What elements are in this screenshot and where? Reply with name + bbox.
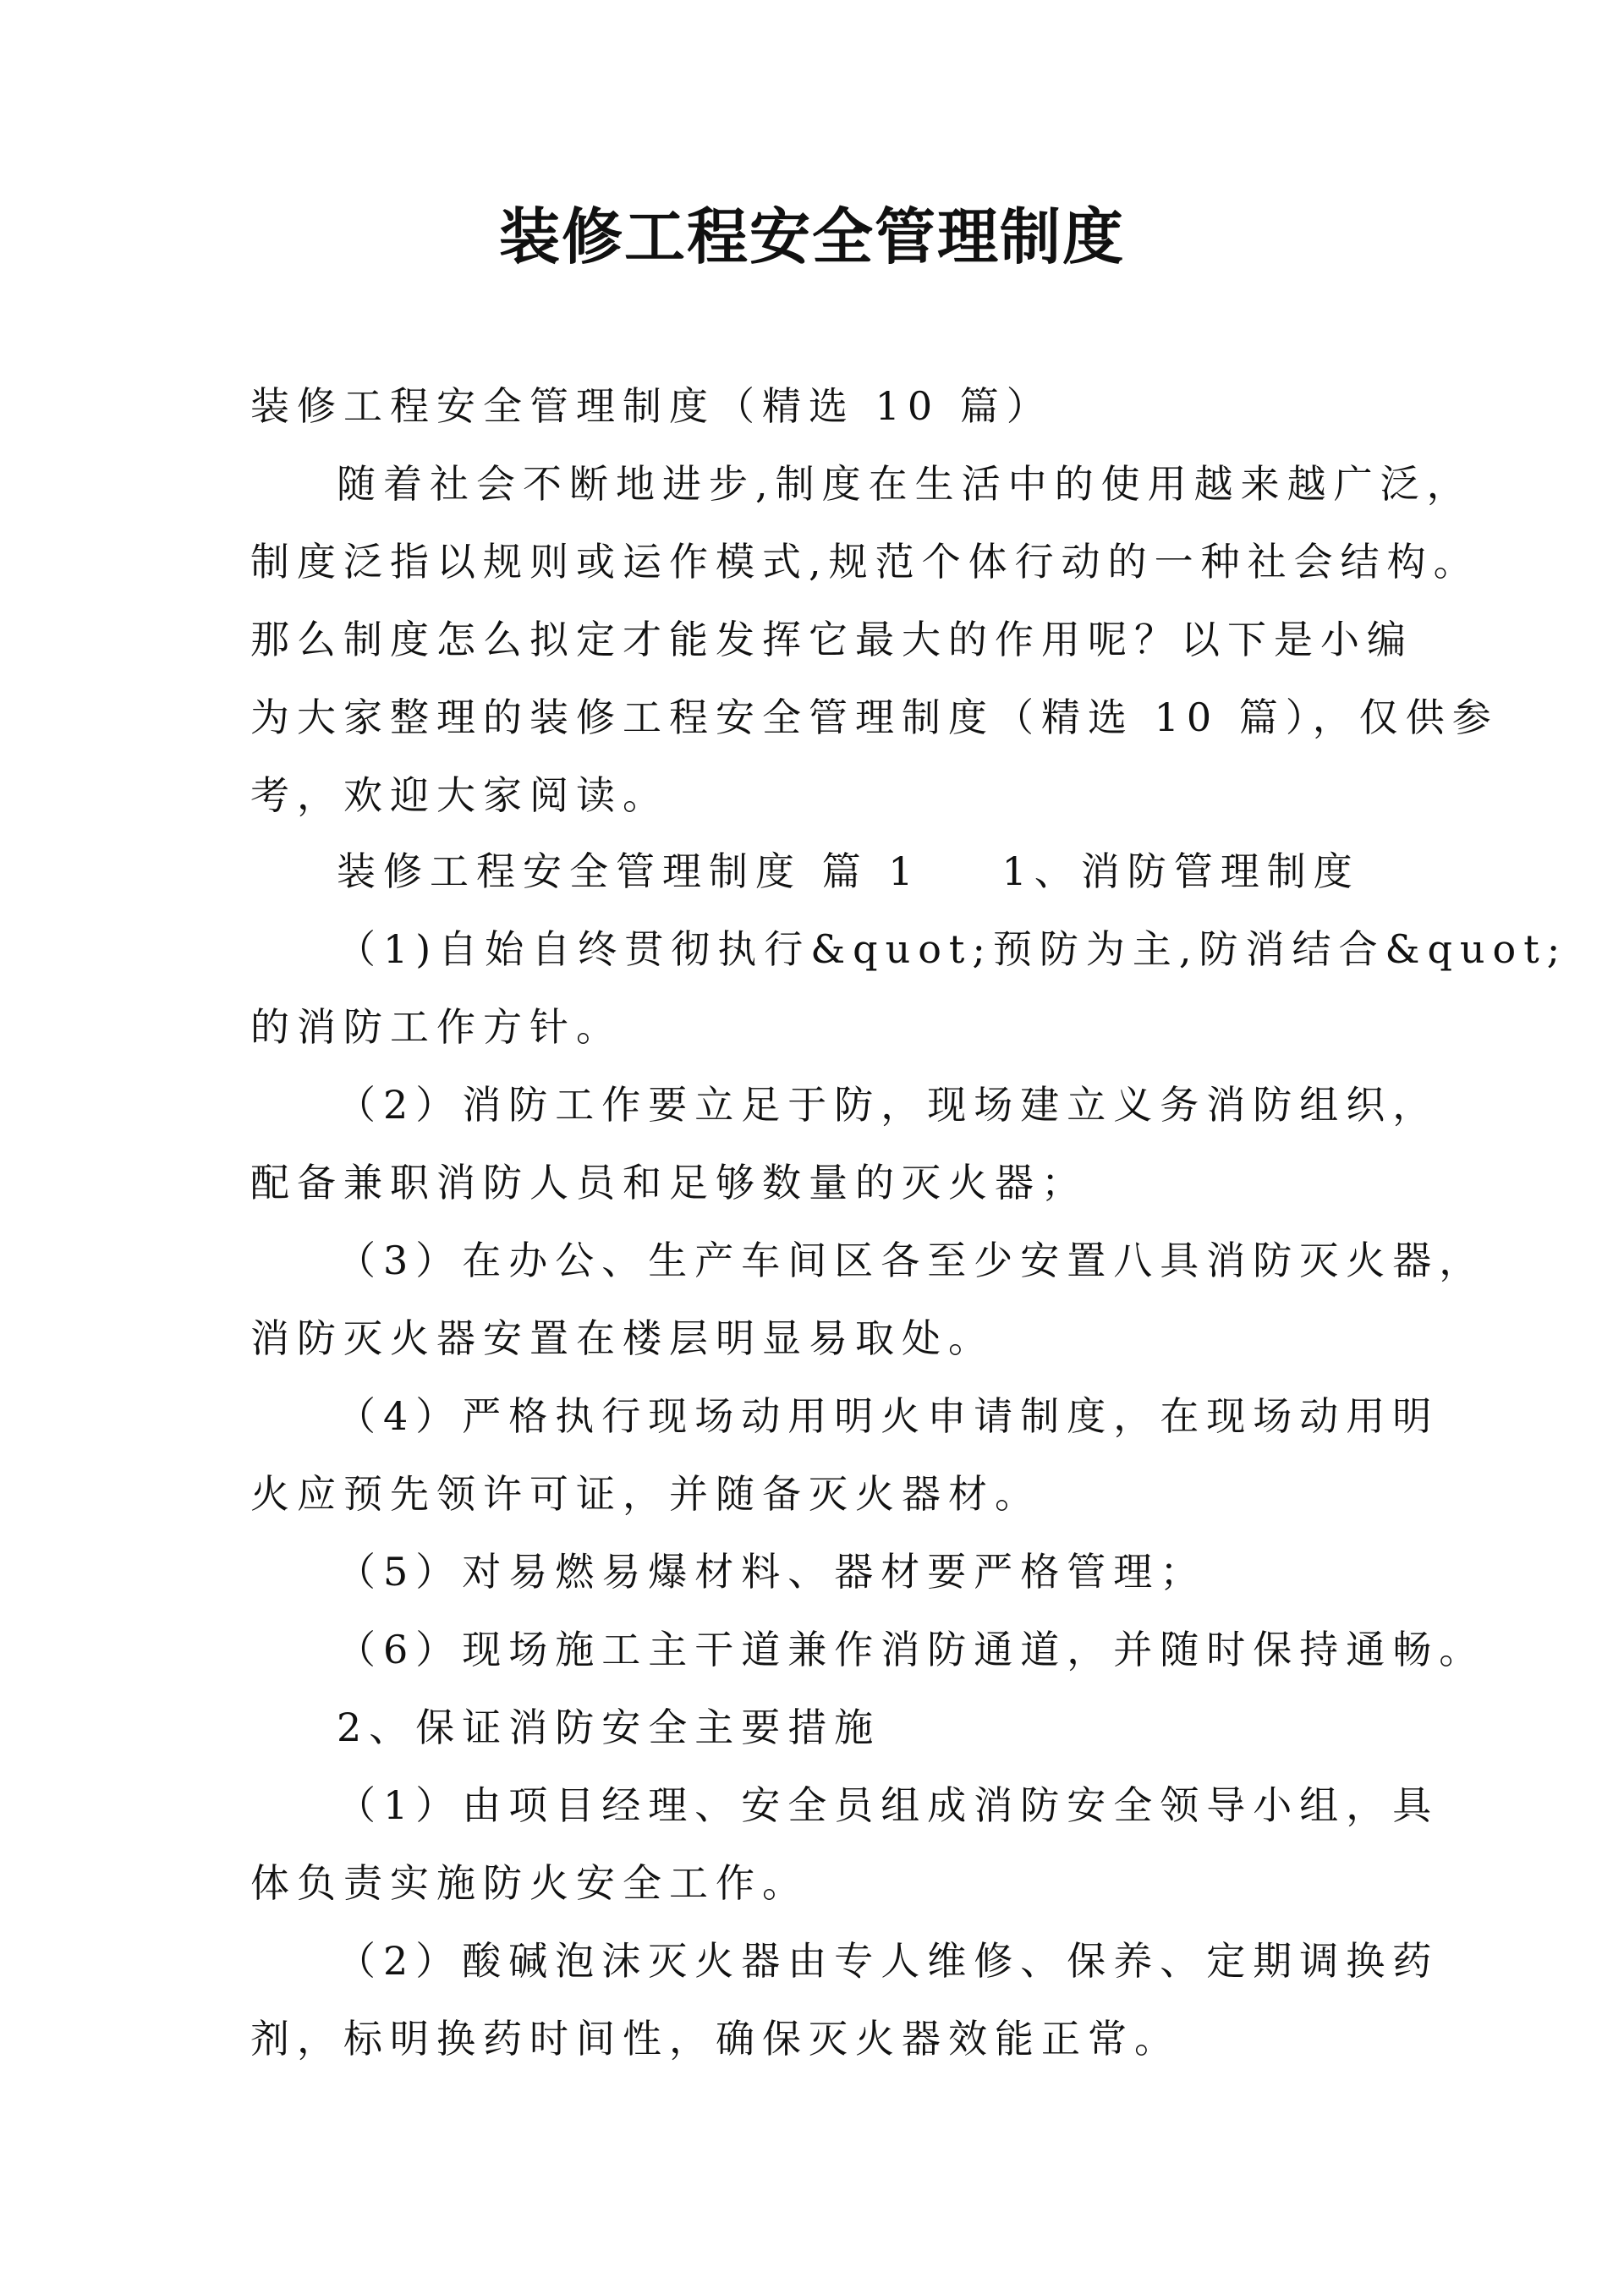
body-line: 消防灭火器安置在楼层明显易取处。 bbox=[250, 1315, 995, 1361]
intro-line: 考，欢迎大家阅读。 bbox=[250, 772, 669, 818]
body-line: （3）在办公、生产车间区各至少安置八具消防灭火器， bbox=[337, 1238, 1486, 1283]
intro-line: 那么制度怎么拟定才能发挥它最大的作用呢？以下是小编 bbox=[250, 617, 1413, 662]
section-heading-title: 装修工程安全管理制度 篇 1 bbox=[337, 848, 921, 894]
body-line: （2）消防工作要立足于防，现场建立义务消防组织， bbox=[337, 1082, 1440, 1128]
body-line: 2、保证消防安全主要措施 bbox=[337, 1705, 881, 1750]
document-title: 装修工程安全管理制度 bbox=[498, 201, 1125, 272]
body-line: 剂，标明换药时间性，确保灭火器效能正常。 bbox=[250, 2016, 1181, 2062]
body-line: 火应预先领许可证，并随备灭火器材。 bbox=[250, 1471, 1041, 1517]
body-line: （1）由项目经理、安全员组成消防安全领导小组，具 bbox=[337, 1782, 1440, 1828]
section-heading-subtitle: 1、消防管理制度 bbox=[1001, 848, 1360, 894]
body-line: （6）现场施工主干道兼作消防通道，并随时保持通畅。 bbox=[337, 1627, 1486, 1672]
intro-line: 随着社会不断地进步,制度在生活中的使用越来越广泛， bbox=[337, 461, 1473, 507]
body-line: 体负责实施防火安全工作。 bbox=[250, 1860, 809, 1906]
intro-line: 制度泛指以规则或运作模式,规范个体行动的一种社会结构。 bbox=[250, 539, 1480, 585]
body-line: （4）严格执行现场动用明火申请制度，在现场动用明 bbox=[337, 1393, 1440, 1439]
section-heading bbox=[337, 846, 1360, 897]
body-line: 的消防工作方针。 bbox=[250, 1004, 623, 1050]
intro-line: 为大家整理的装修工程安全管理制度（精选 10 篇），仅供参 bbox=[250, 695, 1499, 740]
body-line: 配备兼职消防人员和足够数量的灭火器； bbox=[250, 1160, 1088, 1205]
document-subtitle: 装修工程安全管理制度（精选 10 篇） bbox=[250, 383, 1053, 429]
body-line: （5）对易燃易爆材料、器材要严格管理； bbox=[337, 1549, 1207, 1595]
body-line: （1)自始自终贯彻执行&quot;预防为主,防消结合&quot; bbox=[337, 926, 1568, 972]
body-line: （2）酸碱泡沫灭火器由专人维修、保养、定期调换药 bbox=[337, 1938, 1440, 1984]
